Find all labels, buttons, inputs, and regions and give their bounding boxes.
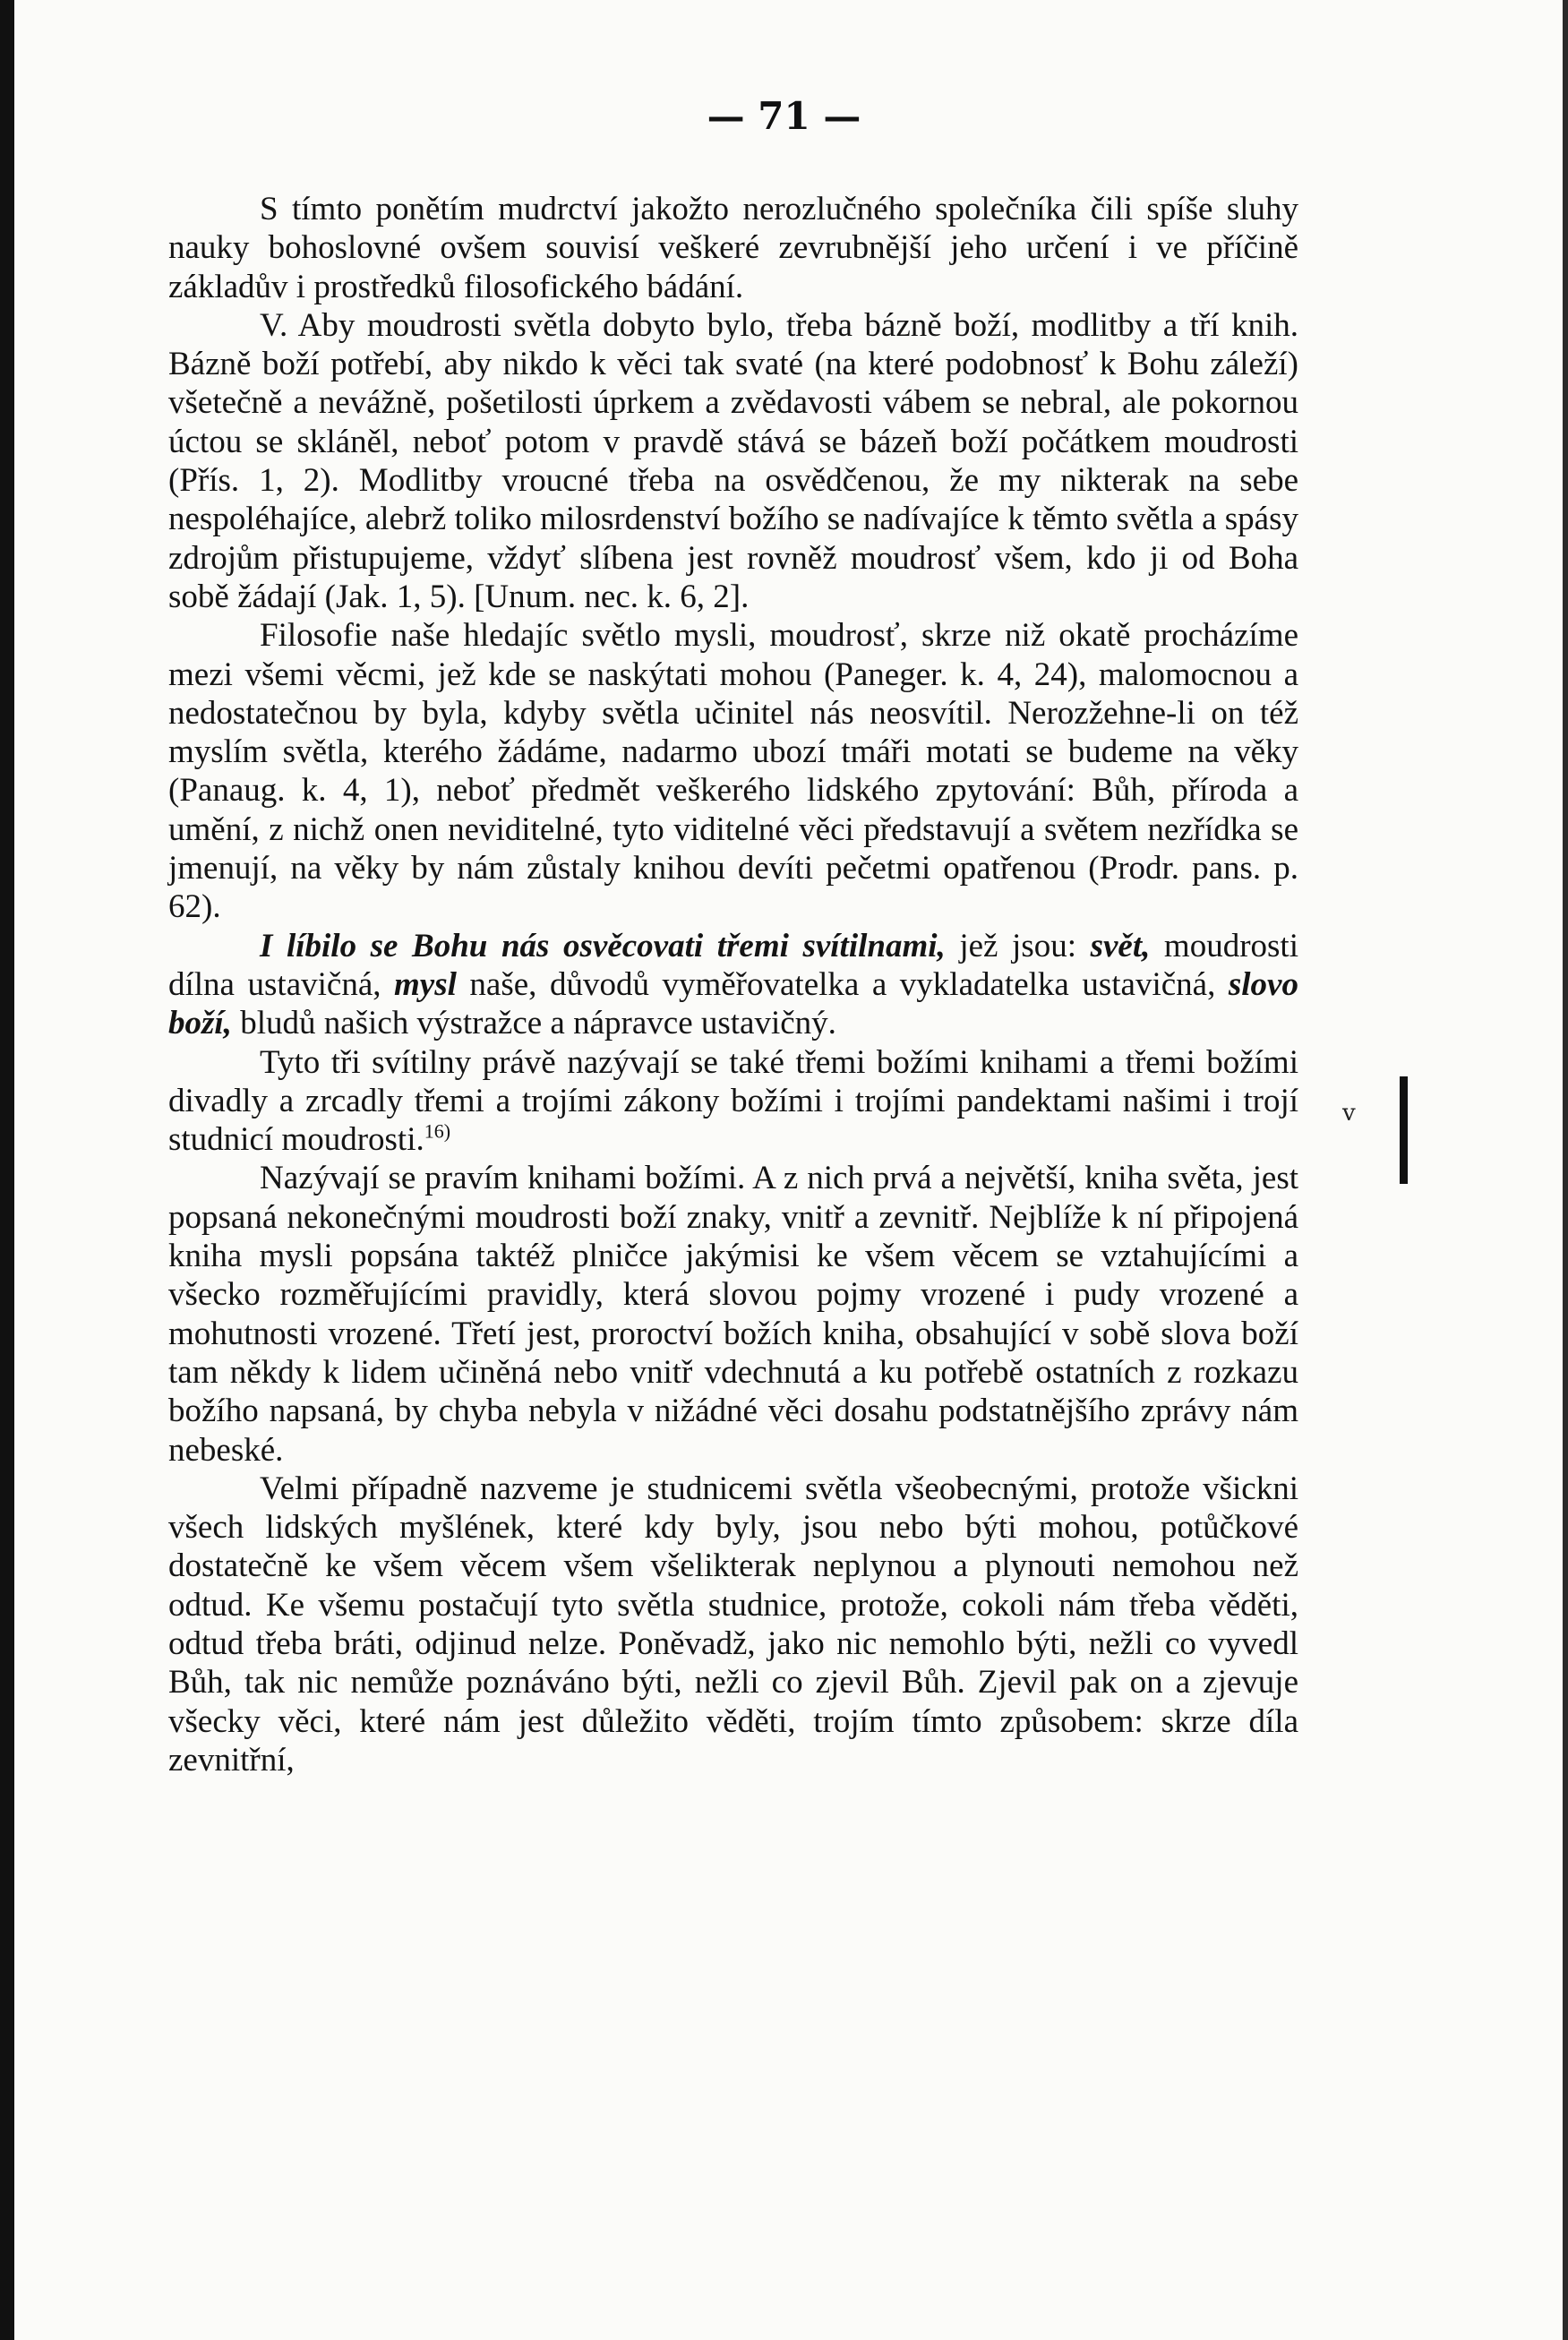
footnote-ref: 16) xyxy=(424,1119,451,1143)
paragraph: Velmi případně nazveme je studnicemi světla všeobecnými, protože všickni všech lidských myšlének, které kdy byly, jsou nebo býti mohou, potůčkové dostatečně ke všem věcem všem všelikterak neplynou a plynouti nemohou než odtud. Ke všemu postačují tyto světla studnice, protože, cokoli nám třeba věděti, odtud třeba bráti, odjinud nelze. Poněvadž, jako nic nemohlo býti, nežli co vyvedl Bůh, tak nic nemůže poznáváno býti, nežli co zjevil Bůh. Zjevil pak on a zjevuje všecky věci, které nám jest důležito věděti, trojím tímto způsobem: skrze díla zevnitřní, xyxy=(168,1470,1298,1779)
paragraph: S tímto ponětím mudrctví jakožto nerozlučného společníka čili spíše sluhy nauky bohoslovné ovšem souvisí veškeré zevrubnější jeho určení i ve příčině základův i prostředků filosofického bádání. xyxy=(168,191,1298,305)
emphasis: I líbilo se Bohu nás osvěcovati třemi svítilnami, xyxy=(260,927,946,964)
page-number: — 71 — xyxy=(707,94,861,138)
margin-bar xyxy=(1400,1076,1408,1184)
paragraph: V. Aby moudrosti světla dobyto bylo, třeba bázně boží, modlitby a tří knih. Bázně boží potřebí, aby nikdo k věci tak svaté (na které podobnosť k Bohu záleží) všetečně a nevážně, pošetilosti úprkem a zvědavosti vábem se nebral, ale pokornou úctou se skláněl, neboť potom v pravdě stává se bázeň boží počátkem moudrosti (Přís. 1, 2). Modlitby vroucné třeba na osvědčenou, že my nikterak na sebe nespoléhajíce, alebrž toliko milosrdenství božího se nadívajíce k těmto světla a spásy zdrojům přistupujeme, vždyť slíbena jest rovněž moudrosť všem, kdo ji od Boha sobě žádají (Jak. 1, 5). [Unum. nec. k. 6, 2]. xyxy=(168,306,1298,615)
paragraph: Tyto tři svítilny právě nazývají se také třemi božími knihami a třemi božími divadly a zrcadly třemi a trojími zákony božími i trojími pandektami našimi i trojí studnicí moudrosti.$^{16)}$ xyxy=(168,1043,1298,1159)
body-text xyxy=(168,190,1298,1779)
emphasis: slovo boží, xyxy=(168,965,1298,1042)
emphasis: mysl xyxy=(394,965,457,1003)
paragraph: I líbilo se Bohu nás osvěcovati třemi svítilnami, jež jsou: svět, moudrosti dílna ustavičná, mysl naše, důvodů vyměřovatelka a vykladatelka ustavičná, slovo boží, bludů našich výstražce a nápravce ustavičný. xyxy=(168,927,1298,1042)
paragraph: Filosofie naše hledajíc světlo mysli, moudrosť, skrze niž okatě procházíme mezi všemi věcmi, jež kde se naskýtati mohou (Paneger. k. 4, 24), malomocnou a nedostatečnou by byla, kdyby světla učinitel nás neosvítil. Nerozžehne-li on též myslím světla, kterého žádáme, nadarmo ubozí tmáři motati se budeme na věky (Panaug. k. 4, 1), neboť předmět veškerého lidského zpytování: Bůh, příroda a umění, z nichž onen neviditelné, tyto viditelné věci představují a světem nezřídka se jmenují, na věky by nám zůstaly knihou devíti pečetmi opatřenou (Prodr. pans. p. 62). xyxy=(168,617,1298,926)
scan-right-edge xyxy=(1563,0,1568,2340)
margin-mark: v xyxy=(1342,1100,1356,1127)
paragraph: Nazývají se pravím knihami božími. A z nich prvá a největší, kniha světa, jest popsaná nekonečnými moudrosti boží znaky, vnitř a zevnitř. Nejblíže k ní připojená kniha mysli popsána taktéž plničce jakýmisi ke všem věcem se vztahujícími a všecko rozměřujícími pravidly, která slovou pojmy vrozené i pudy vrozené a mohutnosti vrozené. Třetí jest, proroctví božích kniha, obsahující v sobě slova boží tam někdy k lidem učiněná nebo vnitř vdechnutá a ku potřebě ostatních z rozkazu božího napsaná, by chyba nebyla v nižádné věci dosahu podstatnějšího zprávy nám nebeské. xyxy=(168,1160,1298,1469)
emphasis: svět, xyxy=(1090,927,1151,964)
scan-left-edge xyxy=(0,0,14,2340)
